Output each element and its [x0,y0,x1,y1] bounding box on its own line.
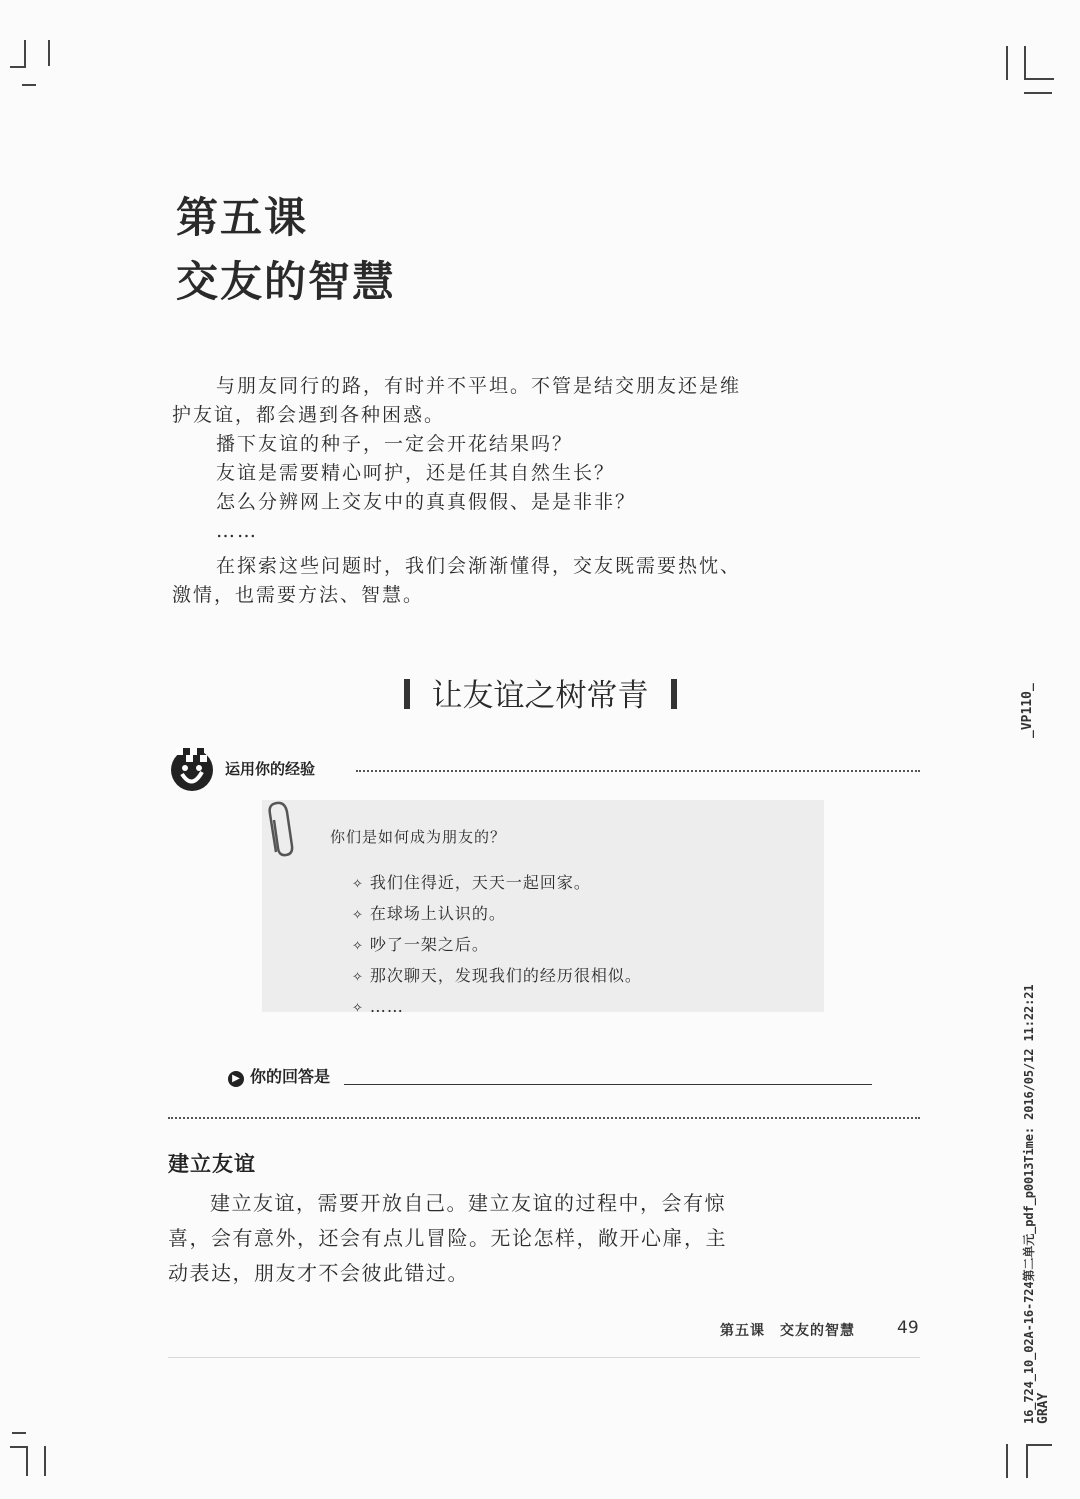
subsection-title: 建立友谊 [168,1152,256,1176]
crop-mark [1006,1444,1008,1478]
arrow-right-icon: ▶ [228,1071,244,1087]
intro-question: 怎么分辨网上交友中的真真假假、是是非非？ [216,491,637,513]
crop-mark [48,40,50,66]
intro-question: 友谊是需要精心呵护，还是任其自然生长？ [216,462,616,484]
print-code-top: _VP110_ [1020,683,1035,738]
diamond-bullet-icon: ✧ [352,970,364,985]
crop-mark [26,1446,28,1476]
diamond-bullet-icon: ✧ [352,877,364,892]
subsection-body: 建立友谊，需要开放自己。建立友谊的过程中，会有惊喜，会有意外，还会有点儿冒险。无论怎样，敞开心扉，主动表达，朋友才不会彼此错过。 [168,1191,727,1285]
list-item: ✧ 那次聊天，发现我们的经历很相似。 [352,966,642,985]
crop-mark [22,84,36,86]
note-list [352,868,642,1023]
diamond-bullet-icon: ✧ [352,1001,364,1016]
diamond-bullet-icon: ✧ [352,908,364,923]
note-question: 你们是如何成为朋友的？ [330,828,507,846]
crop-mark [44,1446,46,1476]
crop-mark [12,1432,26,1434]
footer-rule [168,1357,920,1358]
experience-icon [168,744,216,792]
activity-header [168,744,920,794]
crop-mark [10,66,26,68]
list-item: ✧ 吵了一架之后。 [352,935,489,954]
section-title-text: 让友谊之树常青 [431,678,649,714]
page-number: 49 [897,1318,919,1338]
crop-mark [1024,92,1052,94]
activity-label: 运用你的经验 [225,760,316,778]
answer-prompt [228,1064,330,1087]
crop-mark [1024,78,1054,80]
answer-label: 你的回答是 [250,1067,331,1086]
answer-input-line[interactable] [344,1084,872,1085]
lesson-name: 交友的智慧 [176,257,397,306]
footer-label: 第五课 交友的智慧 [720,1323,855,1339]
crop-mark [1026,1444,1028,1478]
list-item: ✧ 在球场上认识的。 [352,904,506,923]
lesson-number: 第五课 [176,193,309,242]
intro-text [172,372,742,610]
intro-question: 播下友谊的种子，一定会开花结果吗？ [216,433,574,455]
list-item: ✧ 我们住得近，天天一起回家。 [352,873,591,892]
paperclip-icon [266,800,296,860]
section-title [0,670,1080,715]
section-bar-left [404,679,410,709]
intro-paragraph: 与朋友同行的路，有时并不平坦。不管是结交朋友还是维护友谊，都会遇到各种困惑。 [172,375,742,426]
list-item: ✧ …… [352,997,404,1016]
crop-mark [24,40,26,66]
diamond-bullet-icon: ✧ [352,939,364,954]
crop-mark [1024,46,1026,80]
print-code-mid: 16_724_10_02A-16-724第二单元_pdf_p0013Time: 2016/05/12 11:22:21 [1022,984,1036,1424]
dotted-divider [168,1117,920,1119]
crop-mark [1026,1444,1052,1446]
lesson-title [176,186,396,314]
intro-ellipsis: …… [216,520,258,542]
intro-paragraph: 在探索这些问题时，我们会渐渐懂得，交友既需要热忱、激情，也需要方法、智慧。 [172,555,742,606]
dotted-divider [356,770,920,772]
crop-mark [1006,46,1008,80]
section-bar-right [671,679,677,709]
print-code-bottom: GRAY [1036,1392,1051,1424]
